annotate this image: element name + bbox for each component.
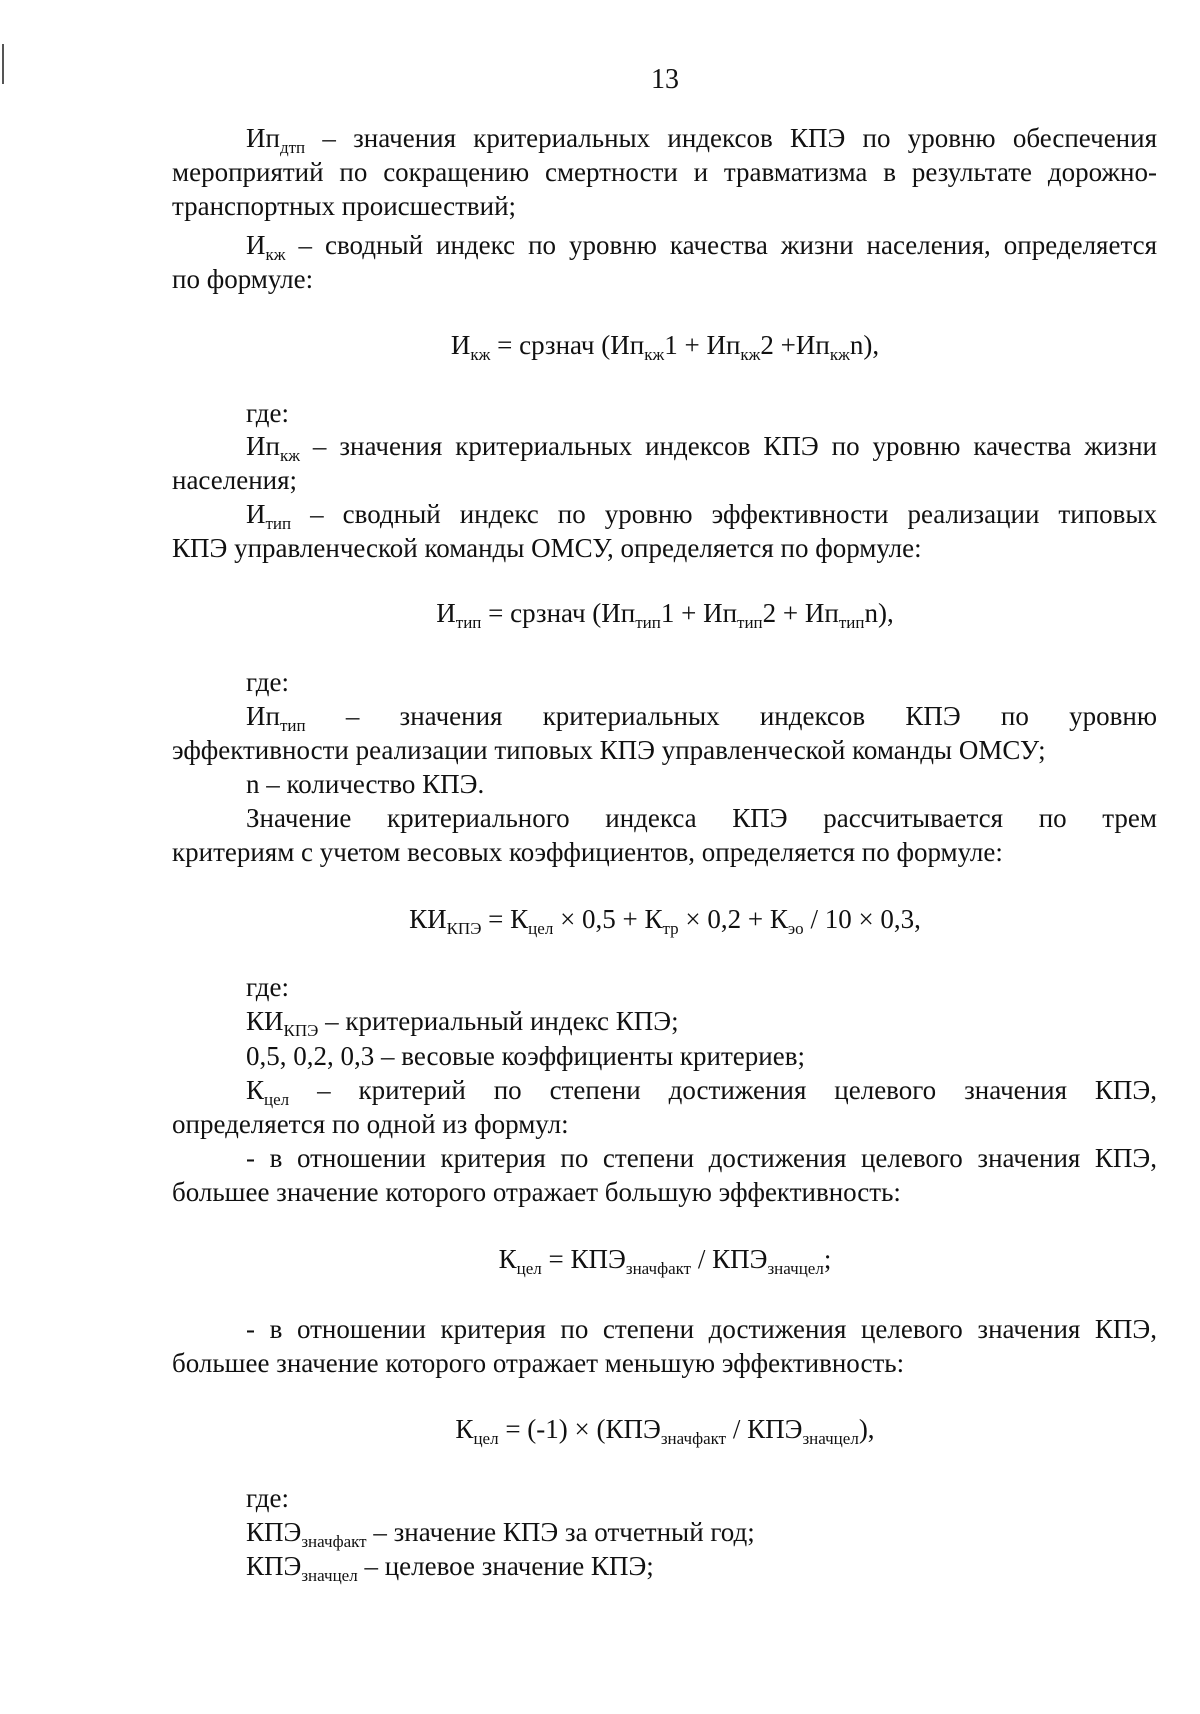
paragraph-ktsel-line-1: $К_{цел}$ – критерий по степени достижения целевого значения КПЭ, (246, 1075, 1157, 1109)
paragraph-itip-line-2: КПЭ управленческой команды ОМСУ, определяется по формуле: (172, 533, 922, 563)
paragraph-criterion-line-2: критериям с учетом весовых коэффициентов, определяется по формуле: (172, 837, 1003, 867)
formula-itip: $И_{тип}$ = срзнач $(Ип_{тип}1 + Ип_{тип}2 + Ип_{тип}n)$, (436, 598, 894, 632)
where-label-1: где: (246, 398, 289, 428)
paragraph-ipkzh-line-1: $Ип_{кж}$ – значения критериальных индексов КПЭ по уровню качества жизни (246, 431, 1157, 465)
paragraph-ktsel-line-2: определяется по одной из формул: (172, 1109, 569, 1139)
paragraph-case-greater-line-1: - в отношении критерия по степени достижения целевого значения КПЭ, (246, 1143, 1157, 1173)
paragraph-dtp-line-3: транспортных происшествий; (172, 191, 517, 221)
where-label-4: где: (246, 1483, 289, 1513)
paragraph-dtp-line-2: мероприятий по сокращению смертности и травматизма в результате дорожно- (172, 157, 1157, 187)
paragraph-ikzh-line-1: $И_{кж}$ – сводный индекс по уровню качества жизни населения, определяется (246, 230, 1157, 264)
paragraph-case-lesser-line-2: большее значение которого отражает меньшую эффективность: (172, 1348, 905, 1378)
paragraph-ki-definition: $КИ_{КПЭ}$ – критериальный индекс КПЭ; (246, 1006, 679, 1040)
paragraph-case-lesser-line-1: - в отношении критерия по степени достижения целевого значения КПЭ, (246, 1314, 1157, 1344)
paragraph-ikzh-line-2: по формуле: (172, 264, 314, 294)
formula-ki-kpe: $КИ_{КПЭ} = К_{цел} \times 0,5 + К_{тр} \times 0,2 + К_{эо} / 10 \times 0,3$, (409, 904, 921, 938)
paragraph-iptip-line-1: $Ип_{тип}$ – значения критериальных индексов КПЭ по уровню (246, 701, 1157, 735)
where-label-3: где: (246, 972, 289, 1002)
scan-edge-mark (2, 44, 4, 84)
where-label-2: где: (246, 667, 289, 697)
paragraph-weights: 0,5, 0,2, 0,3 – весовые коэффициенты критериев; (246, 1041, 805, 1071)
paragraph-case-greater-line-2: большее значение которого отражает большую эффективность: (172, 1177, 901, 1207)
formula-ikzh: $И_{кж}$ = срзнач $(Ип_{кж}1 + Ип_{кж}2 +Ип_{кж}n)$, (450, 330, 880, 364)
paragraph-criterion-line-1: Значение критериального индекса КПЭ рассчитывается по трем (246, 803, 1157, 833)
formula-ktsel-inverse: $К_{цел} = (-1) \times (КПЭ_{значфакт} / КПЭ_{значцел})$, (455, 1414, 875, 1448)
paragraph-ipkzh-line-2: населения; (172, 465, 298, 495)
paragraph-kpe-target: $КПЭ_{значцел}$ – целевое значение КПЭ; (246, 1551, 654, 1585)
paragraph-itip-line-1: $И_{тип}$ – сводный индекс по уровню эффективности реализации типовых (246, 499, 1157, 533)
page-number: 13 (651, 64, 679, 95)
paragraph-kpe-fact: $КПЭ_{значфакт}$ – значение КПЭ за отчетный год; (246, 1517, 755, 1551)
paragraph-dtp-line-1: $Ип_{дтп}$ – значения критериальных индексов КПЭ по уровню обеспечения (246, 123, 1157, 157)
formula-ktsel-direct: $К_{цел} = КПЭ_{значфакт} / КПЭ_{значцел}$; (498, 1244, 832, 1278)
paragraph-iptip-line-2: эффективности реализации типовых КПЭ управленческой команды ОМСУ; (172, 735, 1046, 765)
paragraph-n-definition: n – количество КПЭ. (246, 769, 485, 799)
